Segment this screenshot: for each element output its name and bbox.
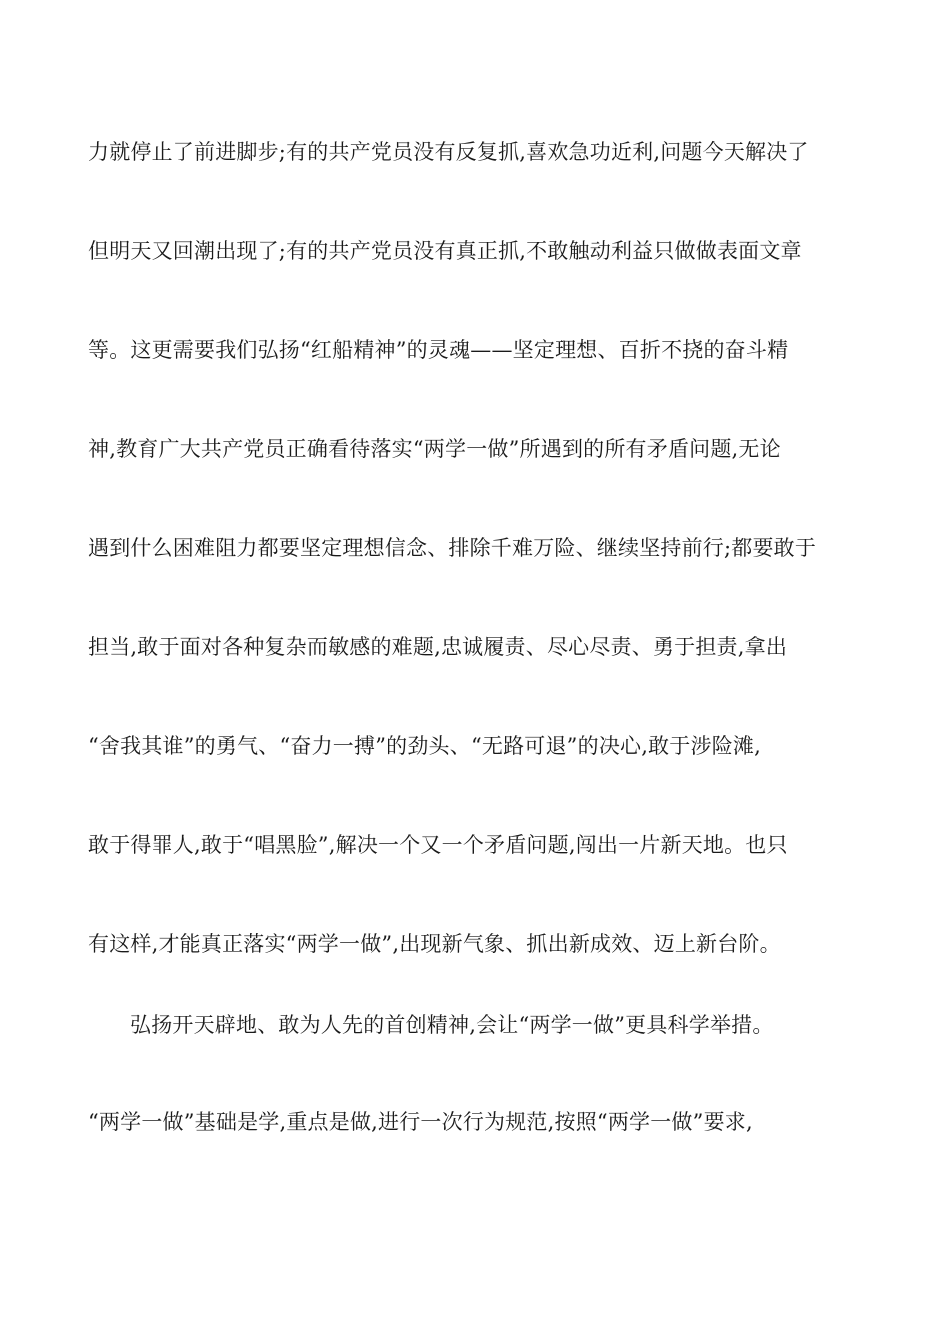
paragraph-line: 力就停止了前进脚步;有的共产党员没有反复抓,喜欢急功近利,问题今天解决了 [88, 140, 809, 164]
paragraph-line: 有这样,才能真正落实“两学一做”,出现新气象、抓出新成效、迈上新台阶。 [88, 932, 781, 956]
paragraph-line: 担当,敢于面对各种复杂而敏感的难题,忠诚履责、尽心尽责、勇于担责,拿出 [88, 635, 788, 659]
paragraph-line: “两学一做”基础是学,重点是做,进行一次行为规范,按照“两学一做”要求, [88, 1110, 753, 1134]
paragraph-line: 敢于得罪人,敢于“唱黑脸”,解决一个又一个矛盾问题,闯出一片新天地。也只 [88, 833, 788, 857]
paragraph-line: “舍我其谁”的勇气、“奋力一搏”的劲头、“无路可退”的决心,敢于涉险滩, [88, 734, 761, 758]
paragraph-line: 遇到什么困难阻力都要坚定理想信念、排除千难万险、继续坚持前行;都要敢于 [88, 536, 817, 560]
paragraph-line: 但明天又回潮出现了;有的共产党员没有真正抓,不敢触动利益只做做表面文章 [88, 239, 802, 263]
paragraph-first-line: 弘扬开天辟地、敢为人先的首创精神,会让“两学一做”更具科学举措。 [130, 1013, 774, 1037]
paragraph-line: 等。这更需要我们弘扬“红船精神”的灵魂——坚定理想、百折不挠的奋斗精 [88, 338, 789, 362]
paragraph-line: 神,教育广大共产党员正确看待落实“两学一做”所遇到的所有矛盾问题,无论 [88, 437, 781, 461]
